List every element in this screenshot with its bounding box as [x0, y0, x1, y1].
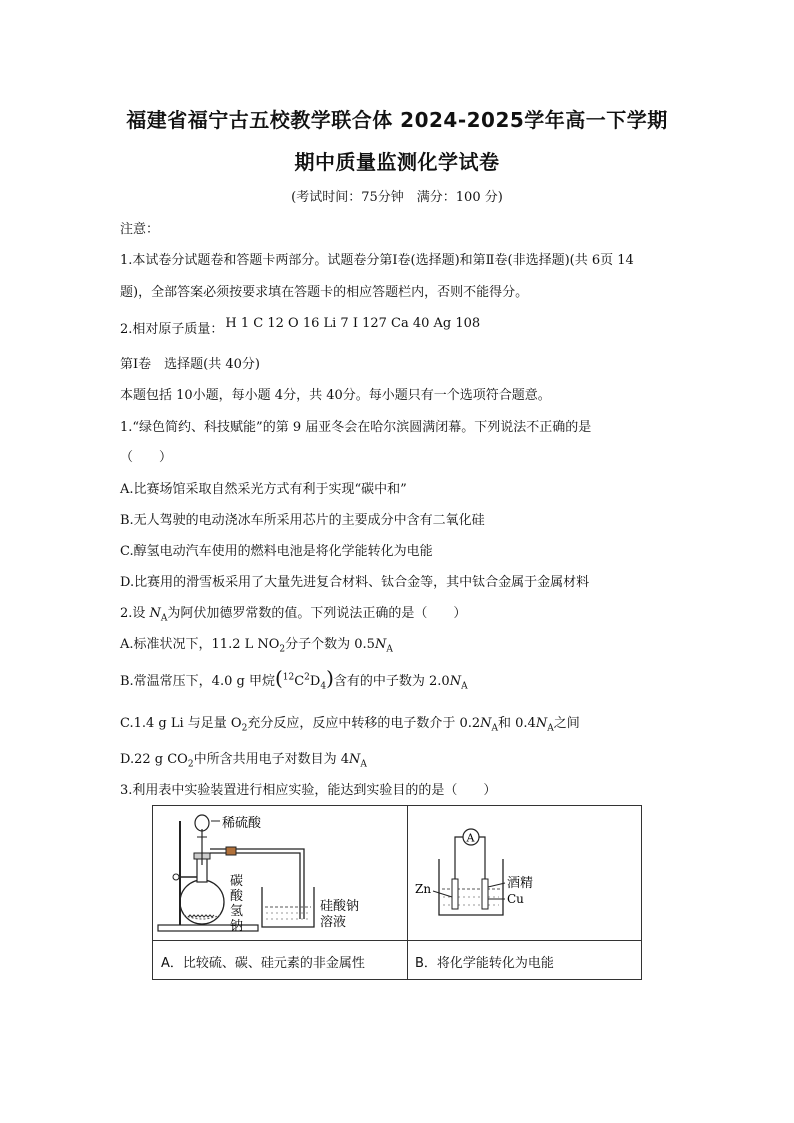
na-subscript: A: [160, 613, 168, 624]
q2-stem-pre: 2.设: [120, 606, 150, 621]
apparatus-b-diagram: [409, 807, 641, 939]
na-symbol: N: [348, 752, 361, 767]
notes-heading: 注意：: [120, 222, 160, 237]
na-subscript: A: [547, 723, 554, 734]
note-2-label: 2.相对原子质量：: [120, 322, 224, 337]
na-symbol: N: [449, 674, 462, 689]
q2-option-c: [120, 712, 580, 734]
q2-option-b: B.常温常压下，4.0 g 甲烷$(^{12}C^2D_4)$含有的中子数为 $2.0N_A$: [120, 666, 468, 692]
section-instructions: 本题包括 10小题，每小题 4分，共 40分。每小题只有一个选项符合题意。: [120, 388, 551, 403]
q2-a-pre: A.标准状况下，11.2 L NO: [120, 637, 280, 652]
note-1-line-2: 题)，全部答案必须按要求填在答题卡的相应答题栏内，否则不能得分。: [120, 285, 529, 300]
exam-info: (考试时间：75分钟 满分：100 分): [291, 190, 503, 205]
label-sodium-silicate-2: 溶液: [320, 915, 347, 930]
na-symbol: N: [480, 716, 492, 731]
q1-option-d: D.比赛用的滑雪板采用了大量先进复合材料、钛合金等，其中钛合金属于金属材料: [120, 575, 590, 590]
na-subscript: A: [386, 644, 393, 655]
q1-option-c: C.醇氢电动汽车使用的燃料电池是将化学能转化为电能: [120, 544, 433, 559]
label-cu: Cu: [507, 892, 524, 906]
q2-c-pre: C.1.4 g Li 与足量 O: [120, 716, 242, 731]
label-sodium-bicarbonate-2: 酸: [230, 889, 244, 904]
q2-d-mid: 中所含共用电子对数目为 4: [193, 752, 349, 767]
note-1-line-1: 1.本试卷分试题卷和答题卡两部分。试题卷分第Ⅰ卷(选择题)和第Ⅱ卷(非选择题)(共 6页 14: [120, 253, 634, 268]
table-divider-vertical: [407, 806, 408, 979]
q2-option-d: [120, 748, 367, 770]
q2-a-sub: 2: [279, 644, 286, 655]
label-sodium-bicarbonate-3: 氢: [230, 904, 244, 919]
caption-b: B．将化学能转化为电能: [415, 956, 554, 971]
q2-stem: [120, 602, 466, 624]
label-sodium-bicarbonate-1: 碳: [230, 874, 244, 889]
apparatus-a-diagram: [154, 807, 406, 939]
q1-option-b: B.无人驾驶的电动浇冰车所采用芯片的主要成分中含有二氧化硅: [120, 513, 485, 528]
table-divider-horizontal: [153, 940, 641, 941]
label-alcohol: 酒精: [507, 876, 534, 891]
q2-c-mid2: 和 0.4: [498, 716, 536, 731]
q2-c-sub: 2: [241, 723, 248, 734]
q2-a-mid: 分子个数为 0.5: [285, 637, 375, 652]
q2-b-c: C: [294, 674, 305, 689]
label-sodium-silicate-1: 硅酸钠: [320, 899, 360, 914]
q2-c-post: 之间: [553, 716, 580, 731]
q2-c-mid: 充分反应，反应中转移的电子数介于 0.2: [247, 716, 481, 731]
na-symbol: N: [149, 606, 161, 621]
q2-b-mid: 含有的中子数为 2.0: [333, 674, 450, 689]
title-line-1: 福建省福宁古五校教学联合体 2024-2025学年高一下学期: [126, 108, 668, 132]
na-symbol: N: [374, 637, 387, 652]
section-title: 第Ⅰ卷 选择题(共 40分): [120, 357, 260, 372]
q1-blank: （ ）: [120, 450, 173, 465]
q2-option-a: [120, 633, 393, 655]
q2-b-pre: B.常温常压下，4.0 g 甲烷: [120, 674, 275, 689]
experiment-table: [152, 805, 642, 980]
title-line-2: 期中质量监测化学试卷: [294, 150, 500, 174]
label-zn: Zn: [415, 882, 432, 896]
label-sodium-bicarbonate-4: 钠: [230, 919, 244, 934]
na-symbol: N: [535, 716, 548, 731]
atomic-masses: H 1 C 12 O 16 Li 7 I 127 Ca 40 Ag 108: [225, 316, 481, 331]
ammeter-icon: A: [466, 831, 475, 845]
q2-d-pre: D.22 g CO: [120, 752, 188, 767]
na-subscript: A: [360, 759, 367, 770]
q2-b-d: D: [309, 674, 321, 689]
na-subscript: A: [491, 723, 499, 734]
caption-a: A．比较硫、碳、硅元素的非金属性: [161, 956, 365, 971]
na-subscript: A: [461, 681, 468, 692]
q1-stem: 1.“绿色简约、科技赋能”的第 9 届亚冬会在哈尔滨圆满闭幕。下列说法不正确的是: [120, 420, 592, 435]
q2-b-sup2: 2: [304, 672, 310, 683]
q2-d-sub: 2: [187, 759, 194, 770]
note-2: [120, 318, 480, 337]
q1-option-a: A.比赛场馆采取自然采光方式有利于实现“碳中和”: [120, 482, 407, 497]
q2-b-sub: 4: [320, 681, 327, 692]
q3-stem: 3.利用表中实验装置进行相应实验，能达到实验目的的是（ ）: [120, 783, 497, 798]
label-dilute-sulfuric-acid: 稀硫酸: [222, 816, 262, 831]
q2-b-sup1: 12: [282, 672, 295, 683]
q2-stem-post: 为阿伏加德罗常数的值。下列说法正确的是（ ）: [167, 606, 467, 621]
